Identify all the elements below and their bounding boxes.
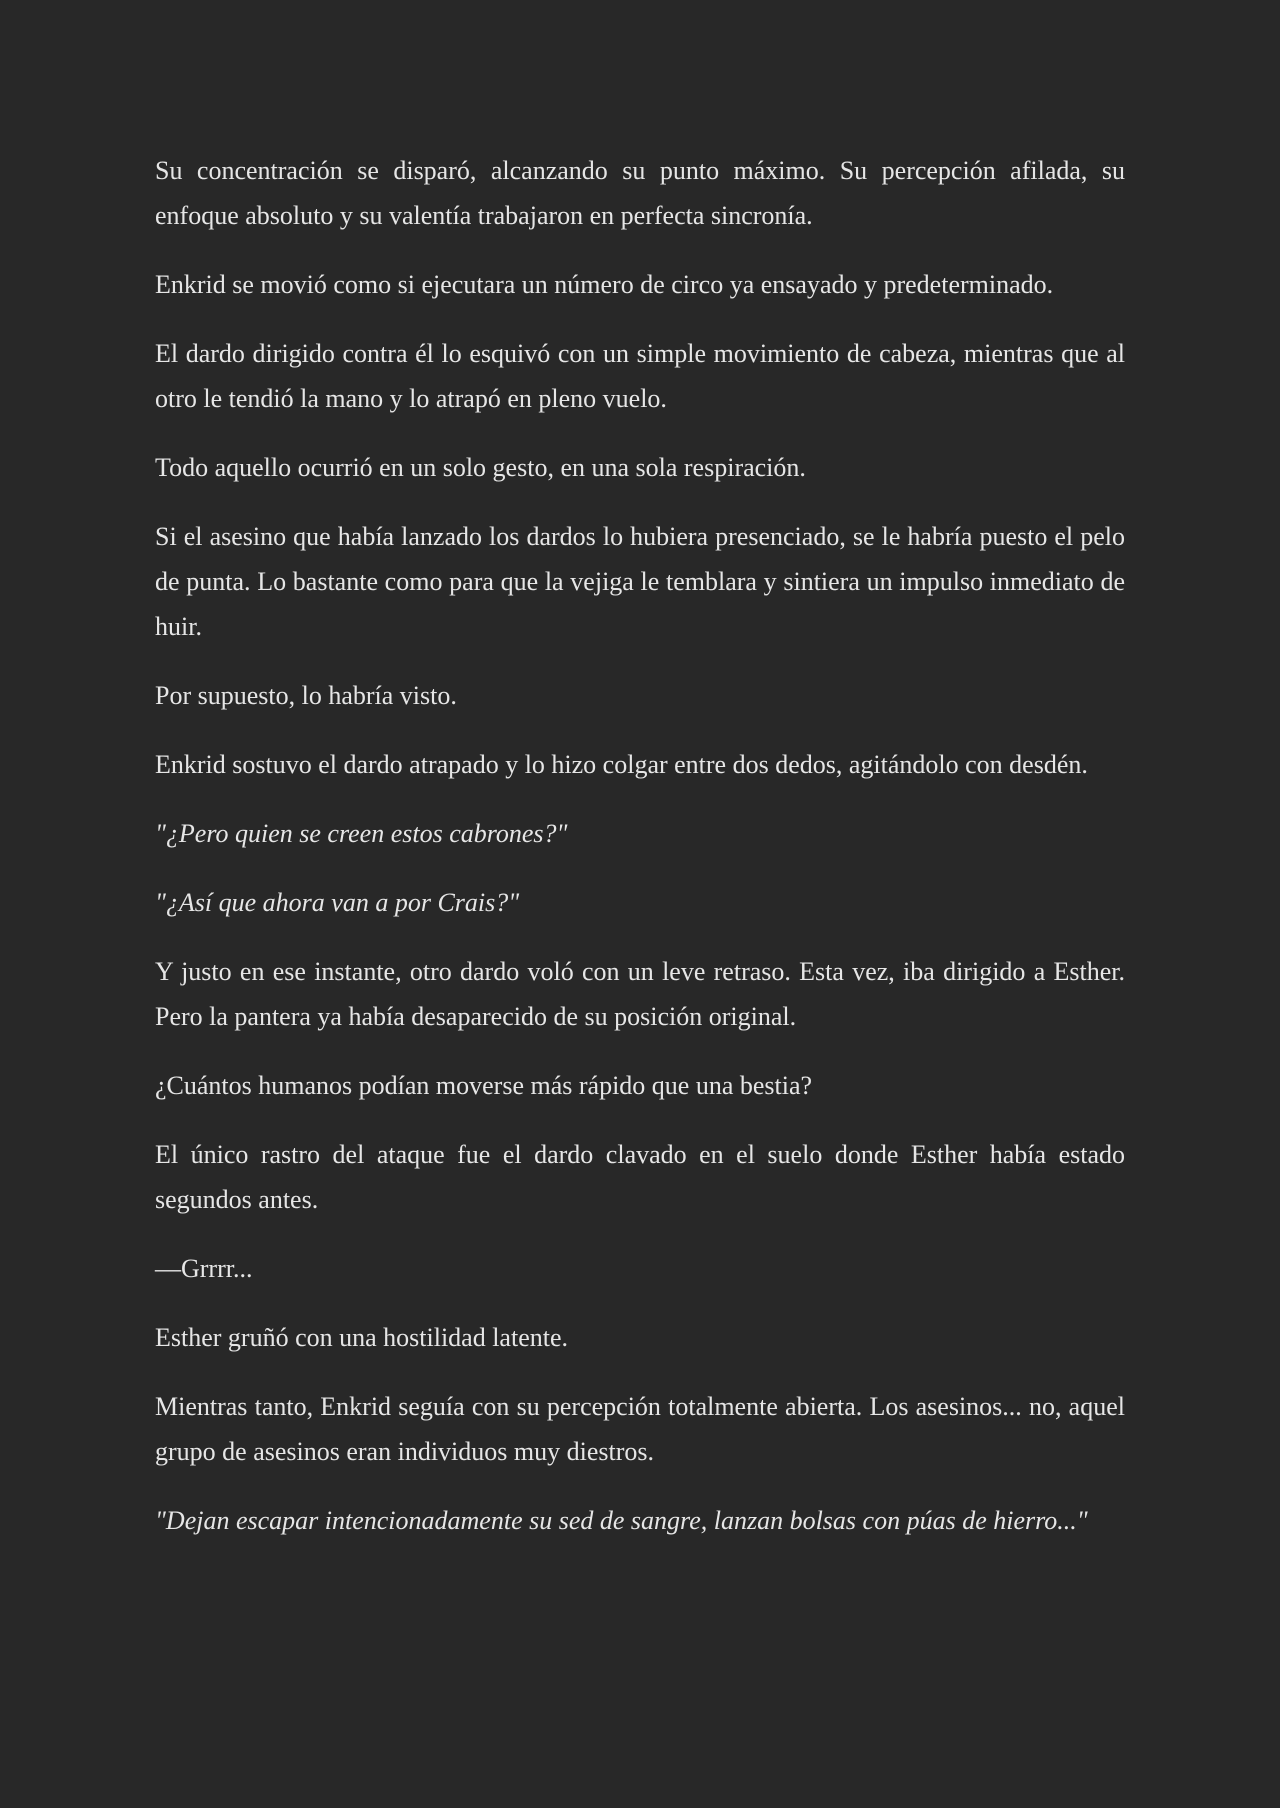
paragraph: Si el asesino que había lanzado los dardos lo hubiera presenciado, se le habría puesto el pelo de punta. Lo bastante como para que la vejiga le temblara y sintiera un impulso inmediato de huir. <box>155 522 1125 641</box>
thought-paragraph: "¿Así que ahora van a por Crais?" <box>155 888 520 917</box>
paragraph: Esther gruñó con una hostilidad latente. <box>155 1323 569 1352</box>
chapter-text <box>155 148 1125 1567</box>
dialogue-paragraph: —Grrrr... <box>155 1254 253 1283</box>
paragraph: El dardo dirigido contra él lo esquivó con un simple movimiento de cabeza, mientras que al otro le tendió la mano y lo atrapó en pleno vuelo. <box>155 339 1125 413</box>
paragraph: Su concentración se disparó, alcanzando su punto máximo. Su percepción afilada, su enfoque absoluto y su valentía trabajaron en perfecta sincronía. <box>155 156 1125 230</box>
paragraph: Por supuesto, lo habría visto. <box>155 681 457 710</box>
paragraph: El único rastro del ataque fue el dardo clavado en el suelo donde Esther había estado segundos antes. <box>155 1140 1125 1214</box>
paragraph: Enkrid sostuvo el dardo atrapado y lo hizo colgar entre dos dedos, agitándolo con desdén. <box>155 750 1088 779</box>
paragraph: Mientras tanto, Enkrid seguía con su percepción totalmente abierta. Los asesinos... no, aquel grupo de asesinos eran individuos muy diestros. <box>155 1392 1125 1466</box>
thought-paragraph: "Dejan escapar intencionadamente su sed de sangre, lanzan bolsas con púas de hierro..." <box>155 1506 1088 1535</box>
paragraph: Todo aquello ocurrió en un solo gesto, en una sola respiración. <box>155 453 806 482</box>
paragraph: Y justo en ese instante, otro dardo voló con un leve retraso. Esta vez, iba dirigido a Esther. Pero la pantera ya había desaparecido de su posición original. <box>155 957 1125 1031</box>
paragraph: ¿Cuántos humanos podían moverse más rápido que una bestia? <box>155 1071 813 1100</box>
paragraph: Enkrid se movió como si ejecutara un número de circo ya ensayado y predeterminado. <box>155 270 1054 299</box>
thought-paragraph: "¿Pero quien se creen estos cabrones?" <box>155 819 568 848</box>
